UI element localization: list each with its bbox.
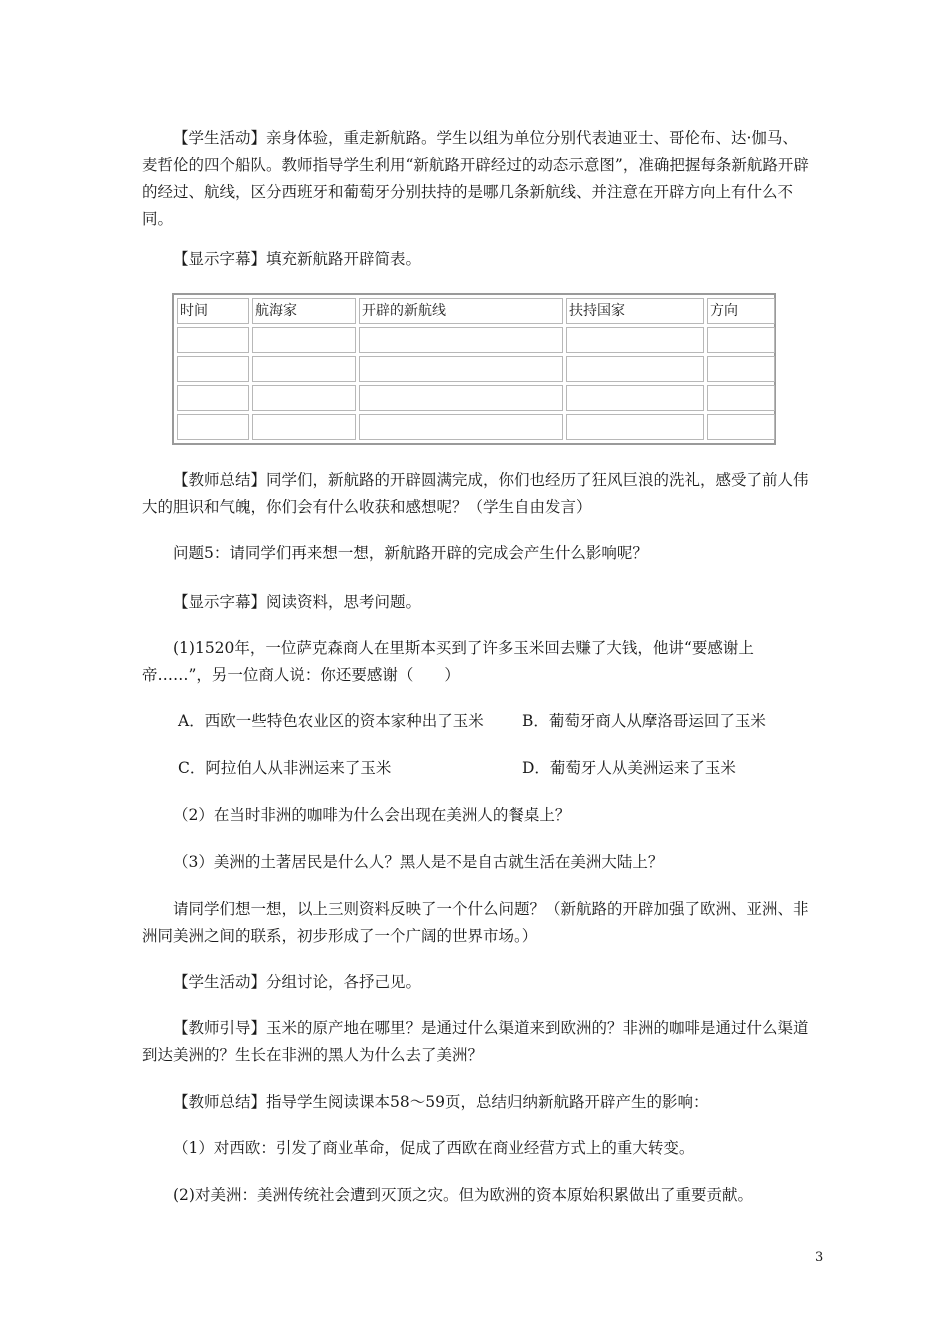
paragraph-material-3: （3）美洲的土著居民是什么人？黑人是不是自古就生活在美洲大陆上？	[173, 853, 664, 871]
table-row	[177, 414, 775, 440]
paragraph-think-prompt: 请同学们想一想，以上三则资料反映了一个什么问题？（新航路的开辟加强了欧洲、亚洲、非洲同美洲之间的联系，初步形成了一个广阔的世界市场。）	[142, 900, 809, 945]
table-cell	[707, 327, 775, 353]
table-cell	[252, 356, 356, 382]
paragraph-material-2: （2）在当时非洲的咖啡为什么会出现在美洲人的餐桌上？	[173, 806, 571, 824]
table-cell	[359, 385, 563, 411]
table-cell	[359, 327, 563, 353]
table-cell	[252, 327, 356, 353]
table-cell	[359, 414, 563, 440]
paragraph-impact-1: （1）对西欧：引发了商业革命，促成了西欧在商业经营方式上的重大转变。	[173, 1139, 695, 1157]
table-cell	[566, 356, 704, 382]
header-direction: 方向	[707, 298, 775, 324]
paragraph-student-activity-1: 【学生活动】亲身体验，重走新航路。学生以组为单位分别代表迪亚士、哥伦布、达·伽马、麦哲伦的四个船队。教师指导学生利用“新航路开辟经过的动态示意图”，准确把握每条新航路开辟的经过、航线，区分西班牙和葡萄牙分别扶持的是哪几条新航线、并注意在开辟方向上有什么不同。	[142, 129, 809, 228]
paragraph-student-activity-2: 【学生活动】分组讨论，各抒己见。	[173, 973, 422, 991]
table-cell	[177, 327, 249, 353]
option-d: D．葡萄牙人从美洲运来了玉米	[522, 759, 736, 777]
paragraph-display-caption-1: 【显示字幕】填充新航路开辟简表。	[173, 250, 422, 268]
table-row	[177, 385, 775, 411]
header-time: 时间	[177, 298, 249, 324]
paragraph-question-5: 问题5：请同学们再来想一想，新航路开辟的完成会产生什么影响呢？	[173, 544, 648, 562]
table-row	[177, 356, 775, 382]
table-cell	[707, 414, 775, 440]
paragraph-teacher-summary-2: 【教师总结】指导学生阅读课本58～59页，总结归纳新航路开辟产生的影响：	[173, 1093, 709, 1111]
table-cell	[707, 385, 775, 411]
paragraph-teacher-summary-1: 【教师总结】同学们，新航路的开辟圆满完成，你们也经历了狂风巨浪的洗礼，感受了前人伟大的胆识和气魄，你们会有什么收获和感想呢？（学生自由发言）	[142, 471, 809, 516]
page-number: 3	[815, 1250, 824, 1265]
table-cell	[566, 414, 704, 440]
table-cell	[252, 414, 356, 440]
option-b: B．葡萄牙商人从摩洛哥运回了玉米	[522, 712, 766, 730]
table-cell	[566, 327, 704, 353]
option-a: A．西欧一些特色农业区的资本家种出了玉米	[178, 712, 484, 730]
table-cell	[359, 356, 563, 382]
header-navigator: 航海家	[252, 298, 356, 324]
table-cell	[177, 385, 249, 411]
table-cell	[252, 385, 356, 411]
table-cell	[177, 414, 249, 440]
paragraph-display-caption-2: 【显示字幕】阅读资料，思考问题。	[173, 593, 422, 611]
paragraph-teacher-guide: 【教师引导】玉米的原产地在哪里？是通过什么渠道来到欧洲的？非洲的咖啡是通过什么渠道到达美洲的？生长在非洲的黑人为什么去了美洲？	[142, 1019, 809, 1064]
table-row	[177, 327, 775, 353]
paragraph-material-1: (1)1520年，一位萨克森商人在里斯本买到了许多玉米回去赚了大钱，他讲“要感谢上帝……”，另一位商人说：你还要感谢（ ）	[142, 639, 754, 684]
table-cell	[177, 356, 249, 382]
paragraph-impact-2: (2)对美洲：美洲传统社会遭到灭顶之灾。但为欧洲的资本原始积累做出了重要贡献。	[173, 1186, 753, 1204]
option-c: C．阿拉伯人从非洲运来了玉米	[178, 759, 392, 777]
table-cell	[707, 356, 775, 382]
voyage-summary-table	[172, 293, 776, 445]
table-header-row	[177, 298, 775, 324]
table-cell	[566, 385, 704, 411]
header-route: 开辟的新航线	[359, 298, 563, 324]
header-country: 扶持国家	[566, 298, 704, 324]
